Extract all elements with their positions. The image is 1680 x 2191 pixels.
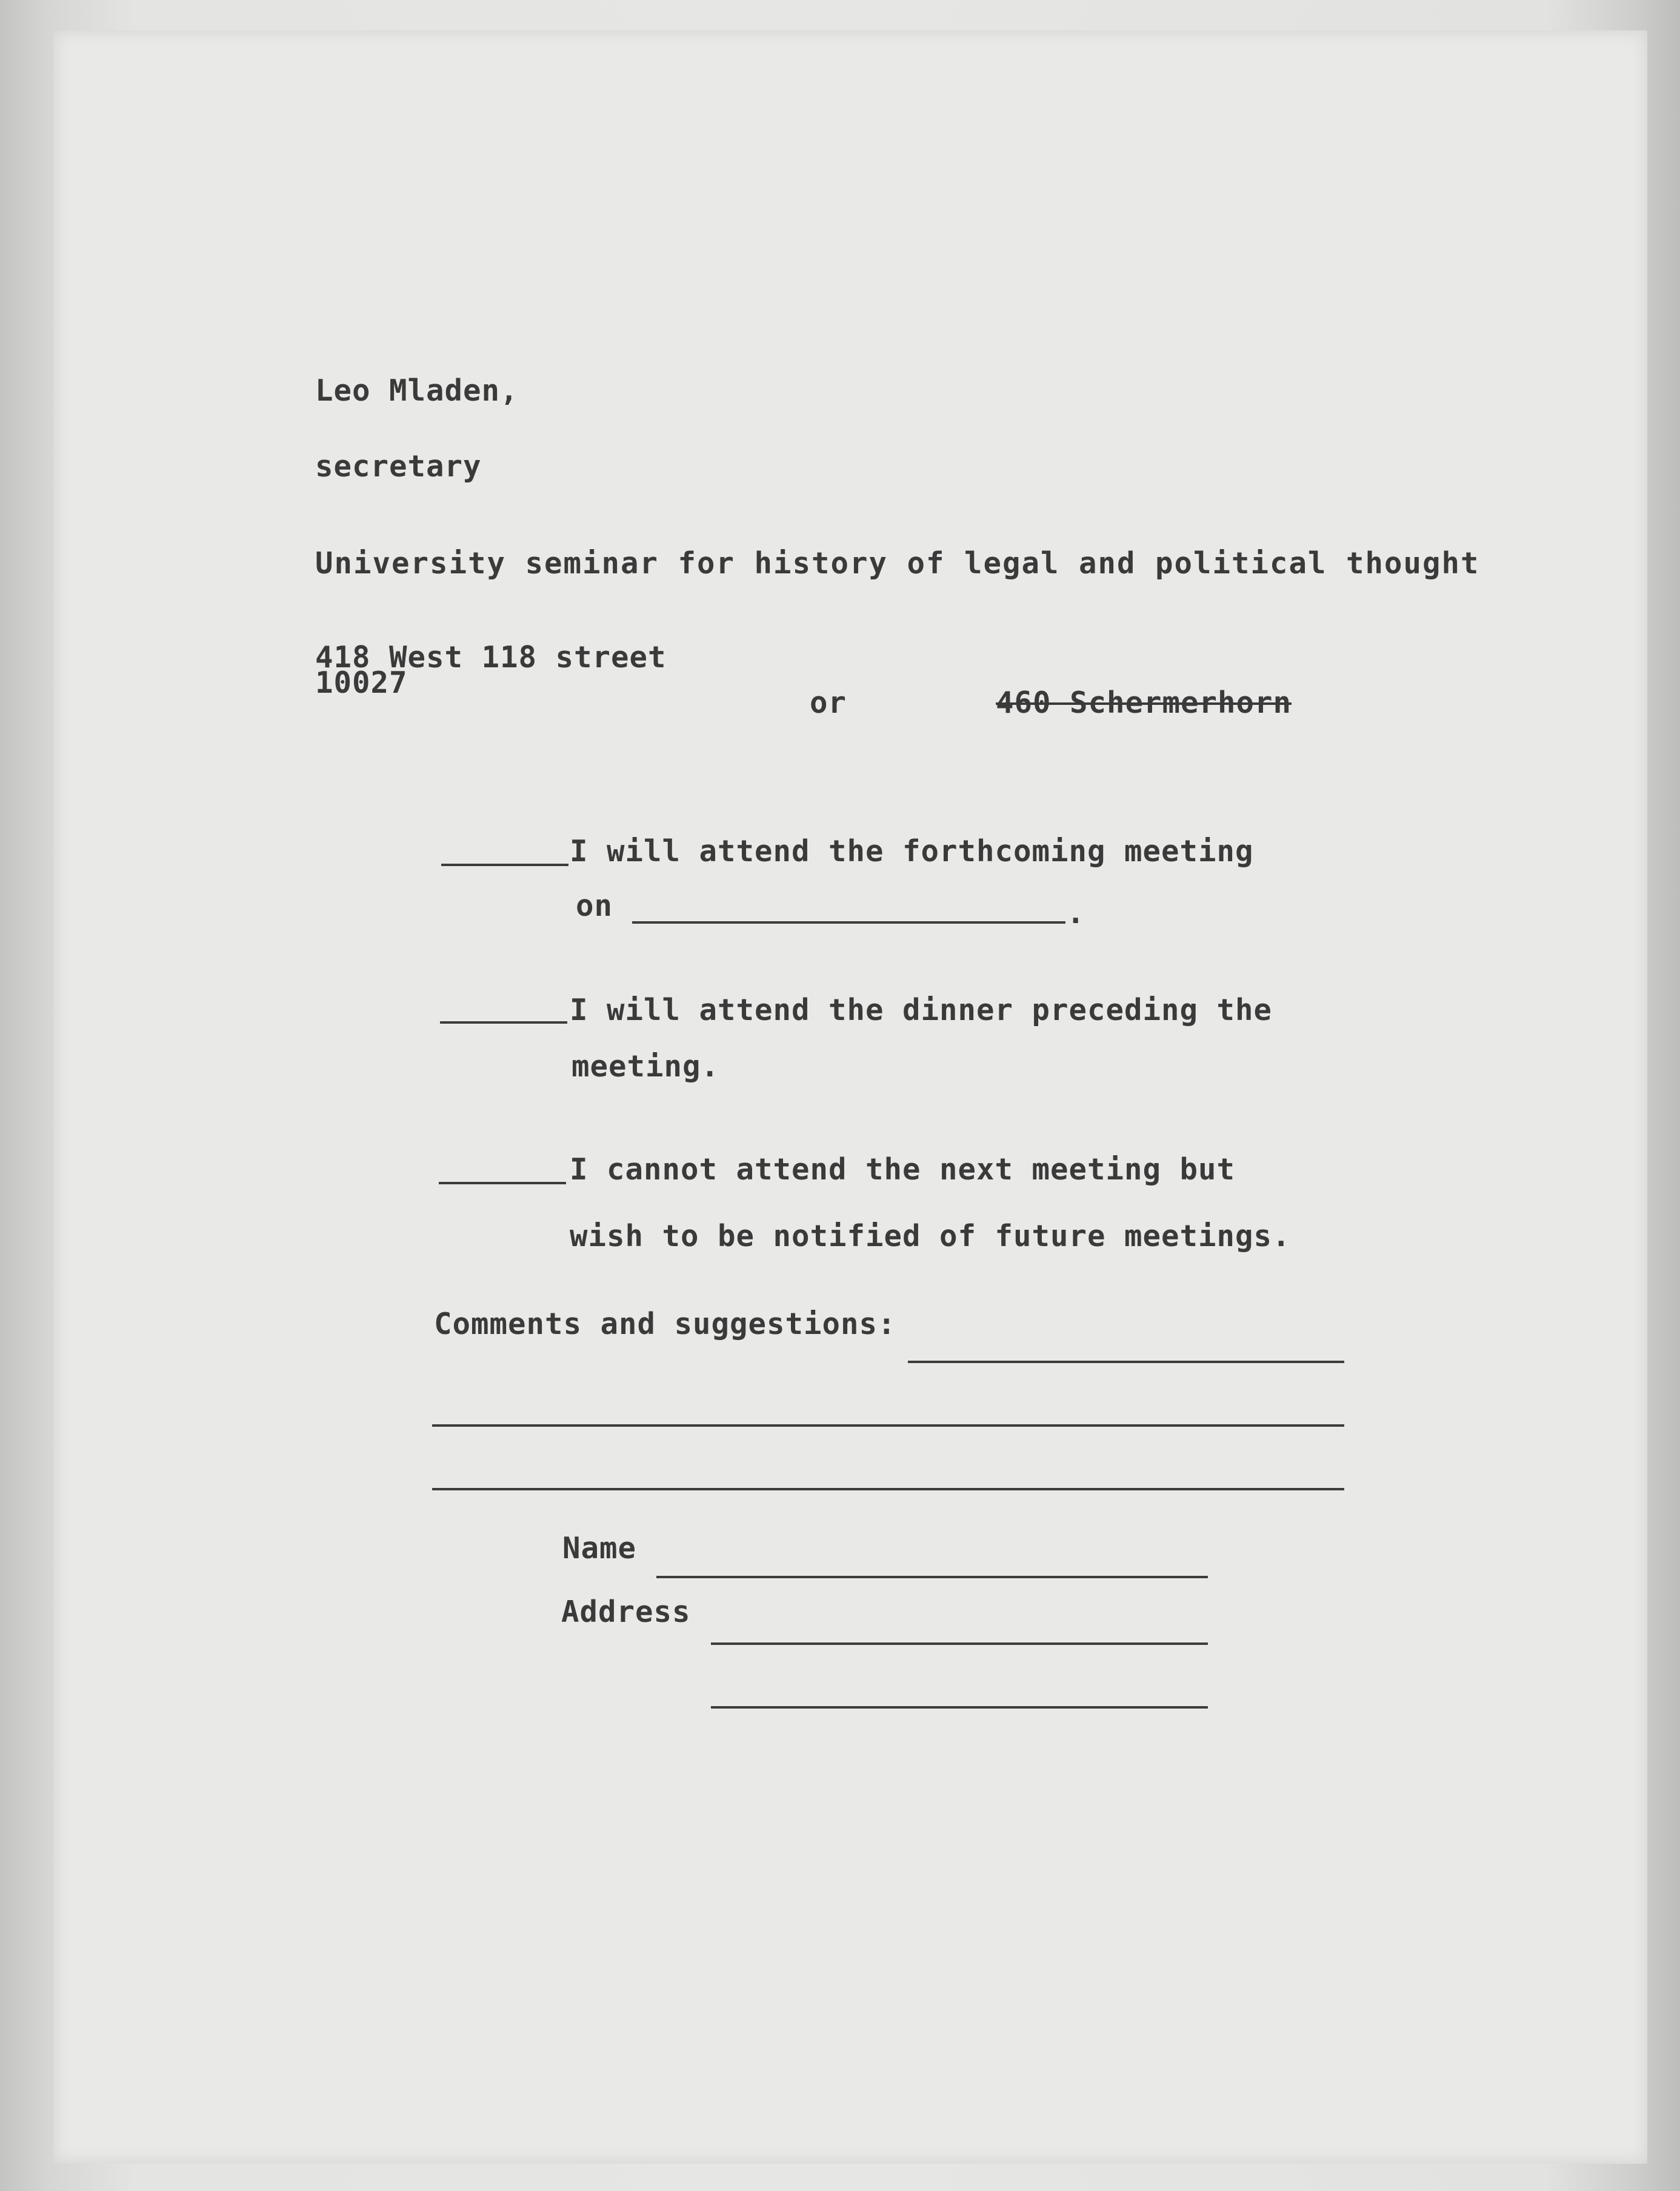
cannot-attend-text-2: wish to be notified of future meetings. — [570, 1219, 1291, 1253]
attend-dinner-text: I will attend the dinner preceding the — [570, 993, 1273, 1027]
comments-blank-3[interactable] — [432, 1488, 1344, 1490]
paper-sheet — [53, 30, 1647, 2164]
attend-meeting-checkline[interactable] — [441, 864, 568, 866]
alt-address-struck: 460 Schermerhorn — [996, 685, 1292, 720]
name-label: Name — [562, 1531, 637, 1566]
comments-blank-2[interactable] — [432, 1424, 1344, 1427]
attend-dinner-checkline[interactable] — [440, 1021, 567, 1024]
sender-title: secretary — [315, 449, 482, 484]
or-word: or — [810, 685, 847, 720]
address-blank-1[interactable] — [711, 1642, 1208, 1645]
attend-meeting-on: on — [576, 889, 613, 923]
attend-meeting-period: . — [1067, 896, 1085, 930]
cannot-attend-checkline[interactable] — [439, 1182, 566, 1184]
address-blank-2[interactable] — [711, 1706, 1208, 1709]
meeting-date-blank[interactable] — [632, 921, 1065, 924]
sender-name: Leo Mladen, — [315, 373, 519, 408]
address-zip: 10027 — [315, 665, 408, 700]
address-label: Address — [561, 1595, 691, 1629]
attend-dinner-text-2: meeting. — [572, 1049, 720, 1084]
cannot-attend-text: I cannot attend the next meeting but — [570, 1152, 1236, 1187]
comments-blank-1[interactable] — [908, 1361, 1344, 1363]
organization-line: University seminar for history of legal and political thought — [315, 546, 1480, 581]
attend-meeting-text: I will attend the forthcoming meeting — [570, 834, 1254, 869]
name-blank[interactable] — [656, 1576, 1208, 1578]
address-street: 418 West 118 street — [315, 640, 667, 675]
comments-label: Comments and suggestions: — [434, 1307, 896, 1341]
